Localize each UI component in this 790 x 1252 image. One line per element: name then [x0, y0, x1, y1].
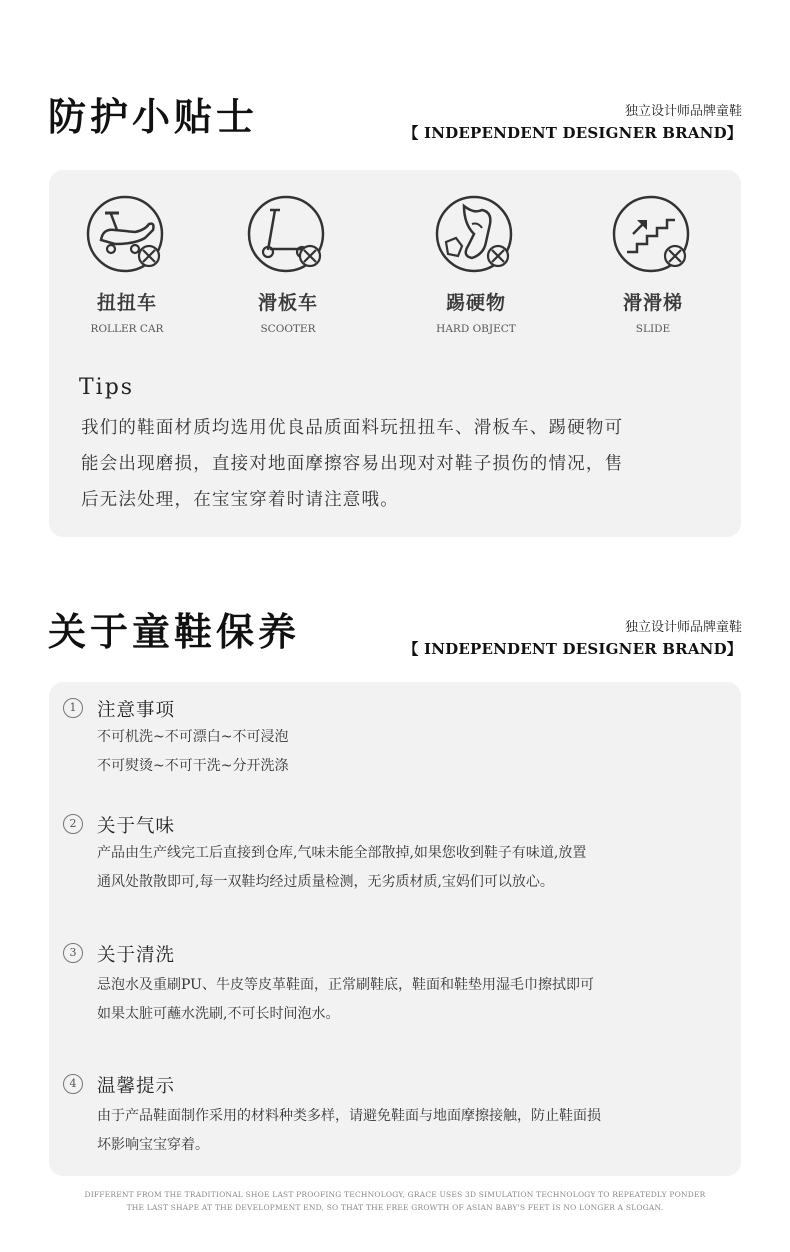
roller-car-prohibited-icon [85, 194, 169, 278]
icon-label-en: SLIDE [635, 323, 671, 335]
section-title-care: 关于童鞋保养 [48, 609, 301, 654]
care-number: 2 [63, 814, 83, 834]
brand-en: 【 INDEPENDENT DESIGNER BRAND】 [403, 640, 742, 658]
icon-label-en: HARD OBJECT [436, 323, 516, 335]
care-number: 4 [63, 1074, 83, 1094]
hard-object-prohibited-icon [434, 194, 518, 278]
tips-line: 能会出现磨损，直接对地面摩擦容易出现对对鞋子损伤的情况，售 [81, 454, 624, 474]
tips-title: Tips [79, 375, 135, 400]
protection-panel [49, 170, 741, 537]
care-line: 坏影响宝宝穿着。 [97, 1137, 209, 1153]
care-line: 忌泡水及重刷PU、牛皮等皮革鞋面，正常刷鞋底，鞋面和鞋垫用湿毛巾擦拭即可 [97, 977, 594, 993]
scooter-prohibited-icon [246, 194, 330, 278]
care-title: 关于清洗 [97, 945, 176, 966]
care-line: 不可熨烫~不可干洗~分开洗涤 [97, 758, 289, 774]
care-panel [49, 682, 741, 1176]
icon-label-en: ROLLER CAR [90, 323, 164, 335]
icon-label-cn: 扭扭车 [96, 292, 157, 314]
icon-label-cn: 滑滑梯 [622, 292, 683, 314]
tips-line: 我们的鞋面材质均选用优良品质面料玩扭扭车、滑板车、踢硬物可 [81, 418, 624, 438]
icon-row [49, 194, 741, 344]
care-title: 温馨提示 [97, 1076, 176, 1097]
brand-block [403, 616, 742, 659]
care-line: 产品由生产线完工后直接到仓库,气味未能全部散掉,如果您收到鞋子有味道,放置 [97, 845, 587, 861]
care-line: 如果太脏可蘸水洗刷,不可长时间泡水。 [97, 1006, 340, 1022]
slide-prohibited-icon [611, 194, 695, 278]
icon-item-roller-car [52, 194, 202, 335]
care-title: 注意事项 [97, 700, 176, 721]
care-number: 3 [63, 943, 83, 963]
tips-line: 后无法处理，在宝宝穿着时请注意哦。 [81, 490, 399, 510]
icon-item-hard-object [401, 194, 551, 335]
footer-line-1: DIFFERENT FROM THE TRADITIONAL SHOE LAST PROOFING TECHNOLOGY, GRACE USES 3D SIMULATION TECHNOLOGY TO REPEATEDLY PONDER [84, 1190, 706, 1199]
care-line: 不可机洗~不可漂白~不可浸泡 [97, 729, 289, 745]
care-line: 通风处散散即可,每一双鞋均经过质量检测，无劣质材质,宝妈们可以放心。 [97, 874, 554, 890]
brand-en: 【 INDEPENDENT DESIGNER BRAND】 [403, 124, 742, 142]
brand-block [403, 100, 742, 143]
brand-cn: 独立设计师品牌童鞋 [624, 620, 742, 635]
icon-label-en: SCOOTER [260, 323, 316, 335]
care-line: 由于产品鞋面制作采用的材料种类多样，请避免鞋面与地面摩擦接触，防止鞋面损 [97, 1108, 601, 1124]
care-title: 关于气味 [97, 816, 176, 837]
section-title-protection: 防护小贴士 [48, 94, 259, 139]
icon-label-cn: 滑板车 [257, 292, 318, 314]
care-number: 1 [63, 698, 83, 718]
icon-label-cn: 踢硬物 [445, 292, 506, 314]
icon-item-slide [578, 194, 728, 335]
tips-body [81, 410, 721, 518]
icon-item-scooter [213, 194, 363, 335]
footer-line-2: THE LAST SHAPE AT THE DEVELOPMENT END, SO THAT THE FREE GROWTH OF ASIAN BABY'S FEET IS NO LONGER A SLOGAN. [126, 1203, 664, 1212]
brand-cn: 独立设计师品牌童鞋 [624, 104, 742, 119]
